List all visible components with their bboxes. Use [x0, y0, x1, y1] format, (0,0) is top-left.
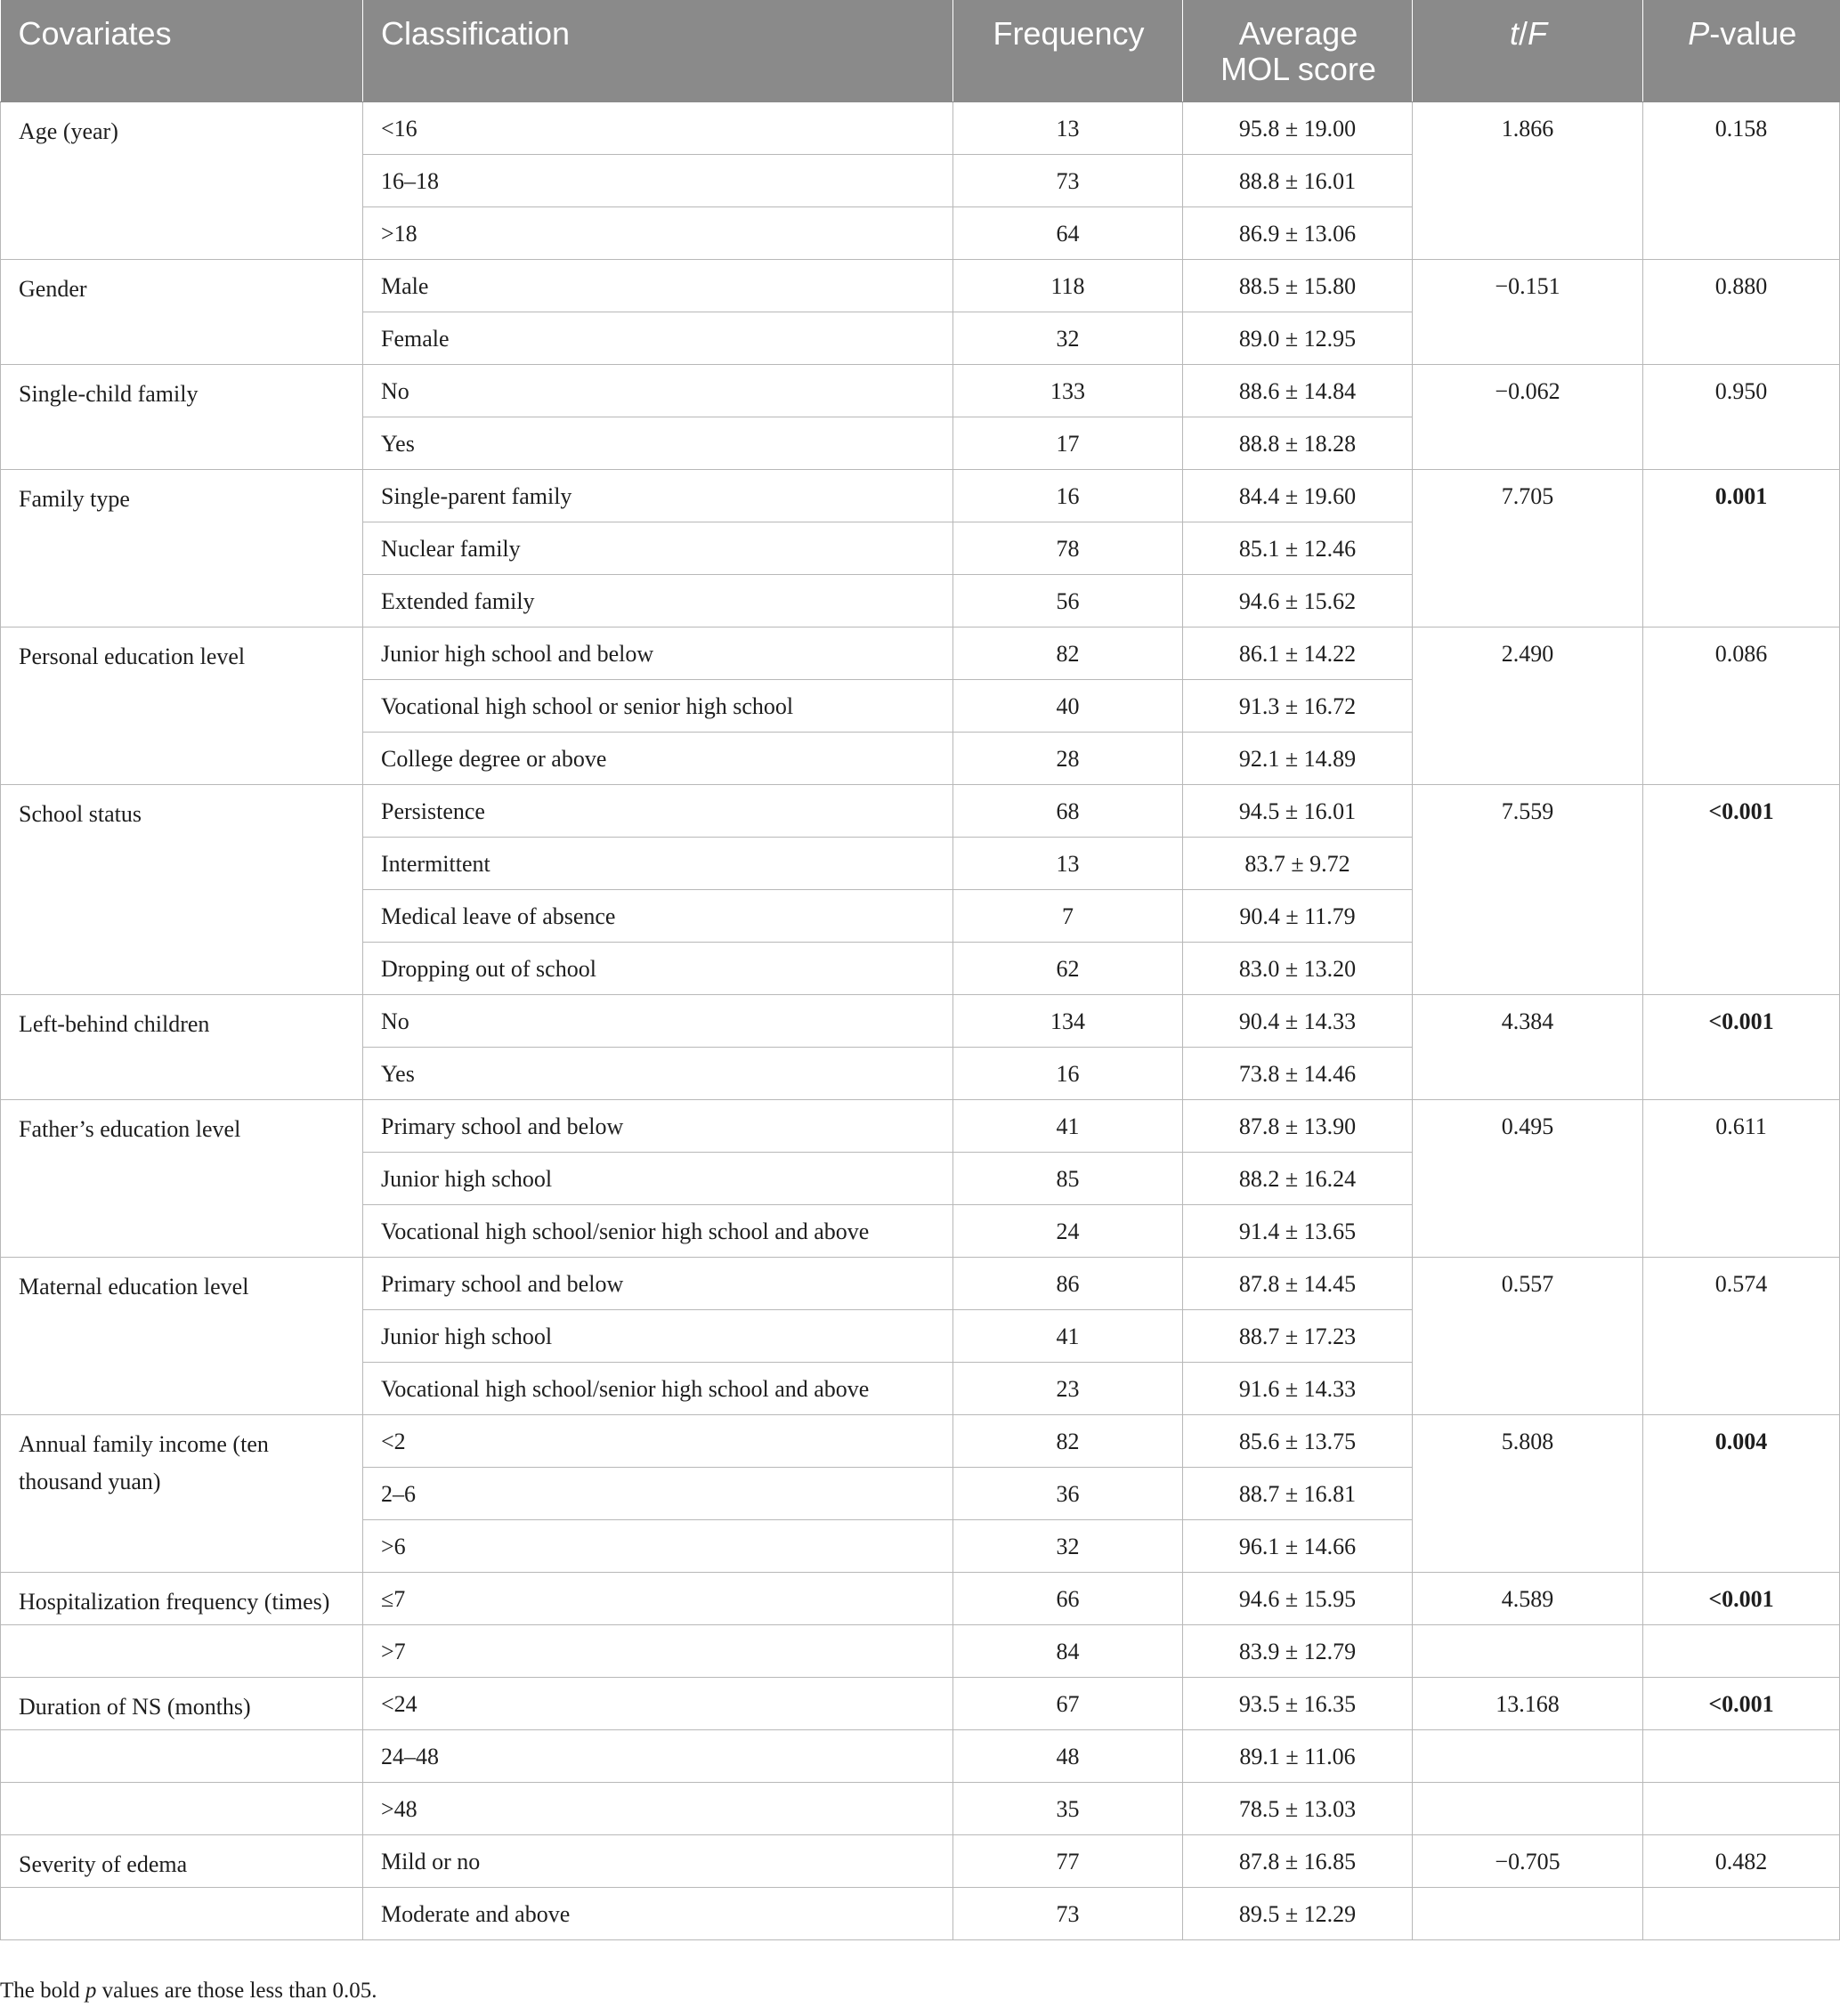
frequency-cell: 13	[953, 837, 1183, 889]
frequency-cell: 118	[953, 259, 1183, 312]
tf-cell: 4.384	[1413, 994, 1643, 1099]
table-row	[1, 259, 1840, 312]
frequency-cell: 41	[953, 1309, 1183, 1362]
p-value-cell: 0.086	[1643, 627, 1840, 784]
p-value-cell-empty	[1643, 1624, 1840, 1677]
p-value-cell: <0.001	[1643, 784, 1840, 994]
p-value-cell-empty	[1643, 1729, 1840, 1782]
tf-cell: −0.151	[1413, 259, 1643, 364]
average-mol-cell: 85.6 ± 13.75	[1183, 1414, 1413, 1467]
frequency-cell: 82	[953, 1414, 1183, 1467]
frequency-cell: 77	[953, 1834, 1183, 1887]
average-mol-cell: 73.8 ± 14.46	[1183, 1047, 1413, 1099]
frequency-cell: 62	[953, 942, 1183, 994]
covariate-cell: Personal education level	[1, 627, 363, 784]
footnote	[0, 1979, 377, 2004]
classification-cell: >18	[363, 206, 953, 259]
classification-cell: Moderate and above	[363, 1887, 953, 1939]
header-f: F	[1528, 15, 1548, 52]
table-row	[1, 994, 1840, 1047]
average-mol-cell: 83.9 ± 12.79	[1183, 1624, 1413, 1677]
average-mol-cell: 96.1 ± 14.66	[1183, 1519, 1413, 1572]
average-mol-cell: 83.7 ± 9.72	[1183, 837, 1413, 889]
frequency-cell: 67	[953, 1677, 1183, 1729]
covariate-cell: Father’s education level	[1, 1099, 363, 1257]
header-average-line1: Average	[1238, 15, 1358, 52]
p-value-cell: 0.004	[1643, 1414, 1840, 1572]
frequency-cell: 36	[953, 1467, 1183, 1519]
average-mol-cell: 84.4 ± 19.60	[1183, 469, 1413, 522]
frequency-cell: 56	[953, 574, 1183, 627]
classification-cell: Junior high school and below	[363, 627, 953, 679]
header-frequency: Frequency	[953, 0, 1183, 101]
average-mol-cell: 88.7 ± 17.23	[1183, 1309, 1413, 1362]
header-average-line2: MOL score	[1220, 51, 1376, 87]
average-mol-cell: 86.1 ± 14.22	[1183, 627, 1413, 679]
classification-cell: Single-parent family	[363, 469, 953, 522]
average-mol-cell: 90.4 ± 14.33	[1183, 994, 1413, 1047]
table-row	[1, 1414, 1840, 1467]
classification-cell: Vocational high school/senior high school and above	[363, 1362, 953, 1414]
footnote-before: The bold	[0, 1979, 85, 2003]
average-mol-cell: 87.8 ± 14.45	[1183, 1257, 1413, 1309]
classification-cell: Yes	[363, 417, 953, 469]
table-row	[1, 1834, 1840, 1887]
tf-cell: 1.866	[1413, 101, 1643, 259]
header-t: t	[1509, 15, 1519, 52]
table-row	[1, 1624, 1840, 1677]
average-mol-cell: 88.8 ± 18.28	[1183, 417, 1413, 469]
frequency-cell: 24	[953, 1204, 1183, 1257]
average-mol-cell: 88.6 ± 14.84	[1183, 364, 1413, 417]
table-row	[1, 1677, 1840, 1729]
table-row	[1, 1572, 1840, 1624]
frequency-cell: 32	[953, 312, 1183, 364]
frequency-cell: 73	[953, 1887, 1183, 1939]
covariate-cell-empty	[1, 1887, 363, 1939]
classification-cell: 16–18	[363, 154, 953, 206]
frequency-cell: 66	[953, 1572, 1183, 1624]
tf-cell: 5.808	[1413, 1414, 1643, 1572]
p-value-cell-empty	[1643, 1782, 1840, 1834]
classification-cell: <2	[363, 1414, 953, 1467]
tf-cell: 0.557	[1413, 1257, 1643, 1414]
table-row	[1, 784, 1840, 837]
p-value-cell: <0.001	[1643, 1572, 1840, 1624]
classification-cell: Vocational high school or senior high school	[363, 679, 953, 732]
frequency-cell: 84	[953, 1624, 1183, 1677]
covariate-cell: Left-behind children	[1, 994, 363, 1099]
p-value-cell: <0.001	[1643, 994, 1840, 1099]
classification-cell: 2–6	[363, 1467, 953, 1519]
frequency-cell: 133	[953, 364, 1183, 417]
covariate-cell: Family type	[1, 469, 363, 627]
tf-cell-empty	[1413, 1729, 1643, 1782]
classification-cell: Intermittent	[363, 837, 953, 889]
p-value-cell: 0.158	[1643, 101, 1840, 259]
tf-cell-empty	[1413, 1624, 1643, 1677]
table-row	[1, 1729, 1840, 1782]
tf-cell-empty	[1413, 1887, 1643, 1939]
average-mol-cell: 94.6 ± 15.62	[1183, 574, 1413, 627]
frequency-cell: 82	[953, 627, 1183, 679]
average-mol-cell: 92.1 ± 14.89	[1183, 732, 1413, 784]
classification-cell: <24	[363, 1677, 953, 1729]
frequency-cell: 35	[953, 1782, 1183, 1834]
average-mol-cell: 89.1 ± 11.06	[1183, 1729, 1413, 1782]
covariate-cell: Hospitalization frequency (times)	[1, 1572, 363, 1624]
frequency-cell: 64	[953, 206, 1183, 259]
tf-cell-empty	[1413, 1782, 1643, 1834]
frequency-cell: 16	[953, 1047, 1183, 1099]
average-mol-cell: 89.0 ± 12.95	[1183, 312, 1413, 364]
average-mol-cell: 91.4 ± 13.65	[1183, 1204, 1413, 1257]
covariate-cell: Severity of edema	[1, 1834, 363, 1887]
average-mol-cell: 86.9 ± 13.06	[1183, 206, 1413, 259]
average-mol-cell: 88.5 ± 15.80	[1183, 259, 1413, 312]
classification-cell: Primary school and below	[363, 1099, 953, 1152]
covariate-cell: Single-child family	[1, 364, 363, 469]
table-body	[1, 101, 1840, 1939]
classification-cell: >6	[363, 1519, 953, 1572]
frequency-cell: 28	[953, 732, 1183, 784]
header-covariates: Covariates	[1, 0, 363, 101]
table-row	[1, 101, 1840, 154]
frequency-cell: 78	[953, 522, 1183, 574]
classification-cell: Junior high school	[363, 1309, 953, 1362]
covariate-cell: Age (year)	[1, 101, 363, 259]
tf-cell: 7.705	[1413, 469, 1643, 627]
footnote-p: p	[85, 1979, 97, 2003]
tf-cell: 4.589	[1413, 1572, 1643, 1624]
classification-cell: Extended family	[363, 574, 953, 627]
frequency-cell: 23	[953, 1362, 1183, 1414]
table-row	[1, 627, 1840, 679]
average-mol-cell: 93.5 ± 16.35	[1183, 1677, 1413, 1729]
average-mol-cell: 87.8 ± 16.85	[1183, 1834, 1413, 1887]
average-mol-cell: 88.8 ± 16.01	[1183, 154, 1413, 206]
frequency-cell: 134	[953, 994, 1183, 1047]
tf-cell: 13.168	[1413, 1677, 1643, 1729]
frequency-cell: 73	[953, 154, 1183, 206]
frequency-cell: 68	[953, 784, 1183, 837]
average-mol-cell: 91.6 ± 14.33	[1183, 1362, 1413, 1414]
classification-cell: Yes	[363, 1047, 953, 1099]
average-mol-cell: 95.8 ± 19.00	[1183, 101, 1413, 154]
classification-cell: Male	[363, 259, 953, 312]
classification-cell: Dropping out of school	[363, 942, 953, 994]
p-value-cell: 0.880	[1643, 259, 1840, 364]
average-mol-cell: 78.5 ± 13.03	[1183, 1782, 1413, 1834]
classification-cell: College degree or above	[363, 732, 953, 784]
p-value-cell: <0.001	[1643, 1677, 1840, 1729]
classification-cell: >48	[363, 1782, 953, 1834]
average-mol-cell: 88.2 ± 16.24	[1183, 1152, 1413, 1204]
average-mol-cell: 83.0 ± 13.20	[1183, 942, 1413, 994]
table-row	[1, 364, 1840, 417]
classification-cell: Nuclear family	[363, 522, 953, 574]
header-p-rest: -value	[1709, 15, 1797, 52]
classification-cell: Primary school and below	[363, 1257, 953, 1309]
table-row	[1, 1257, 1840, 1309]
average-mol-cell: 91.3 ± 16.72	[1183, 679, 1413, 732]
classification-cell: Junior high school	[363, 1152, 953, 1204]
table-row	[1, 1099, 1840, 1152]
header-t-f	[1413, 0, 1643, 101]
frequency-cell: 7	[953, 889, 1183, 942]
covariate-cell-empty	[1, 1624, 363, 1677]
header-p: P	[1688, 15, 1710, 52]
p-value-cell: 0.950	[1643, 364, 1840, 469]
table-row	[1, 469, 1840, 522]
covariate-cell: Duration of NS (months)	[1, 1677, 363, 1729]
covariate-cell: Gender	[1, 259, 363, 364]
tf-cell: −0.062	[1413, 364, 1643, 469]
footnote-after: values are those less than 0.05.	[96, 1979, 377, 2003]
average-mol-cell: 87.8 ± 13.90	[1183, 1099, 1413, 1152]
frequency-cell: 16	[953, 469, 1183, 522]
classification-cell: Female	[363, 312, 953, 364]
table-row	[1, 1782, 1840, 1834]
p-value-cell: 0.574	[1643, 1257, 1840, 1414]
average-mol-cell: 90.4 ± 11.79	[1183, 889, 1413, 942]
header-classification: Classification	[363, 0, 953, 101]
classification-cell: Vocational high school/senior high school and above	[363, 1204, 953, 1257]
classification-cell: Mild or no	[363, 1834, 953, 1887]
header-tf-sep: /	[1519, 15, 1528, 52]
classification-cell: Medical leave of absence	[363, 889, 953, 942]
p-value-cell: 0.001	[1643, 469, 1840, 627]
covariate-cell: Annual family income (ten thousand yuan)	[1, 1414, 363, 1572]
average-mol-cell: 89.5 ± 12.29	[1183, 1887, 1413, 1939]
header-average-mol-score	[1183, 0, 1413, 101]
covariate-cell-empty	[1, 1729, 363, 1782]
tf-cell: 0.495	[1413, 1099, 1643, 1257]
frequency-cell: 48	[953, 1729, 1183, 1782]
classification-cell: Persistence	[363, 784, 953, 837]
frequency-cell: 17	[953, 417, 1183, 469]
classification-cell: <16	[363, 101, 953, 154]
frequency-cell: 41	[953, 1099, 1183, 1152]
covariate-cell-empty	[1, 1782, 363, 1834]
table-header-row	[1, 0, 1840, 101]
tf-cell: 2.490	[1413, 627, 1643, 784]
classification-cell: >7	[363, 1624, 953, 1677]
p-value-cell-empty	[1643, 1887, 1840, 1939]
average-mol-cell: 88.7 ± 16.81	[1183, 1467, 1413, 1519]
average-mol-cell: 94.6 ± 15.95	[1183, 1572, 1413, 1624]
tf-cell: −0.705	[1413, 1834, 1643, 1887]
frequency-cell: 40	[953, 679, 1183, 732]
tf-cell: 7.559	[1413, 784, 1643, 994]
classification-cell: No	[363, 994, 953, 1047]
frequency-cell: 13	[953, 101, 1183, 154]
table-row	[1, 1887, 1840, 1939]
p-value-cell: 0.611	[1643, 1099, 1840, 1257]
header-p-value	[1643, 0, 1840, 101]
frequency-cell: 86	[953, 1257, 1183, 1309]
average-mol-cell: 94.5 ± 16.01	[1183, 784, 1413, 837]
frequency-cell: 32	[953, 1519, 1183, 1572]
average-mol-cell: 85.1 ± 12.46	[1183, 522, 1413, 574]
covariate-cell: Maternal education level	[1, 1257, 363, 1414]
classification-cell: 24–48	[363, 1729, 953, 1782]
frequency-cell: 85	[953, 1152, 1183, 1204]
covariate-cell: School status	[1, 784, 363, 994]
classification-cell: No	[363, 364, 953, 417]
p-value-cell: 0.482	[1643, 1834, 1840, 1887]
classification-cell: ≤7	[363, 1572, 953, 1624]
